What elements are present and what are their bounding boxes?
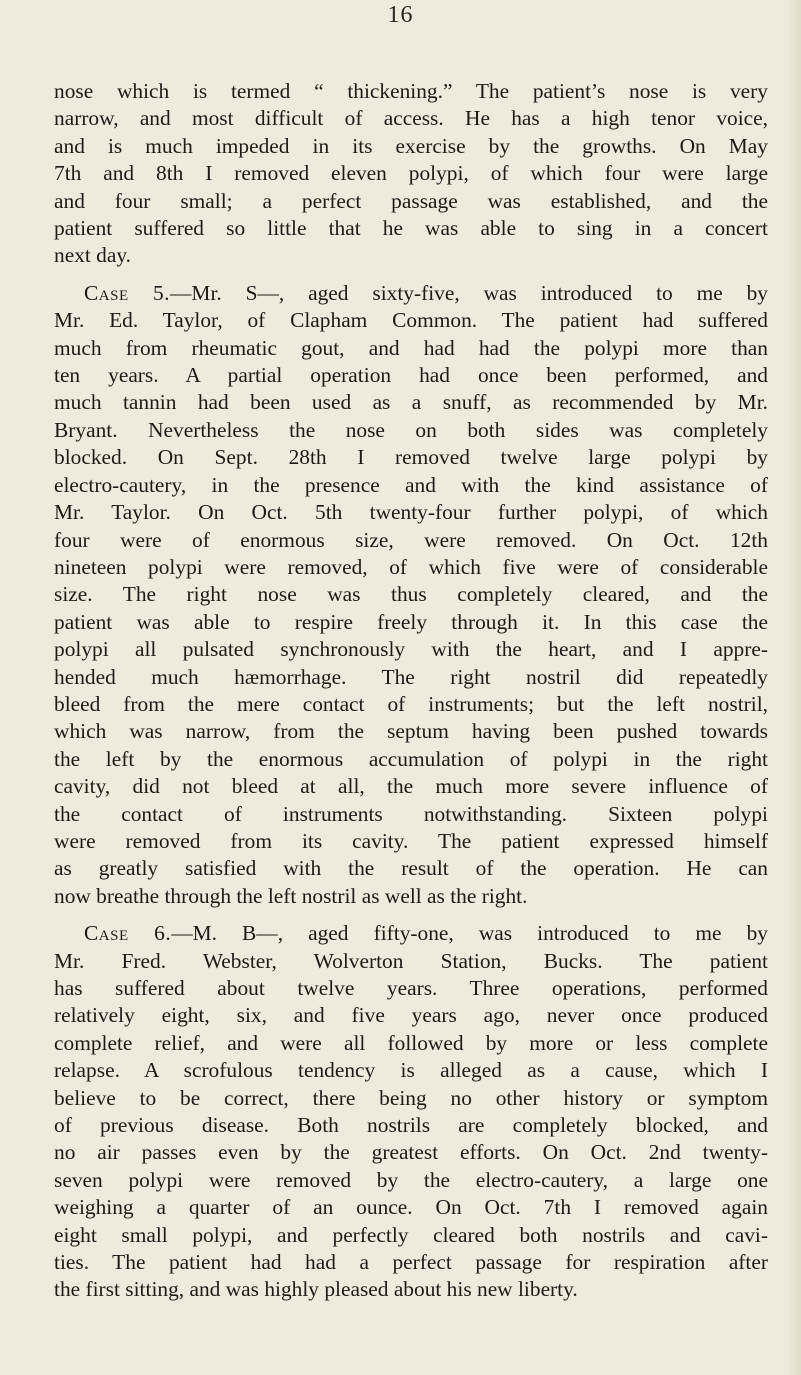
body-text [54, 78, 768, 1304]
text-line: size. The right nose was thus completely cleared, and the [54, 582, 768, 607]
paragraph-continuation [54, 78, 768, 270]
text-line: patient was able to respire freely through it. In this case the [54, 609, 768, 634]
paragraph-case-5 [54, 280, 768, 910]
text-line: of previous disease. Both nostrils are completely blocked, and [54, 1113, 768, 1138]
text-line: patient suffered so little that he was able to sing in a concert [54, 216, 768, 241]
text-line: much tannin had been used as a snuff, as recommended by Mr. [54, 390, 768, 415]
text-line: relapse. A scrofulous tendency is alleged as a cause, which I [54, 1058, 768, 1083]
text-line: cavity, did not bleed at all, the much more severe influence of [54, 774, 768, 799]
text-line: Mr. Ed. Taylor, of Clapham Common. The patient had suffered [54, 308, 768, 333]
text-line: four were of enormous size, were removed. On Oct. 12th [54, 527, 768, 552]
text-line: were removed from its cavity. The patient expressed himself [54, 828, 768, 853]
text-line: no air passes even by the greatest efforts. On Oct. 2nd twenty- [54, 1140, 768, 1165]
text-line: much from rheumatic gout, and had had the polypi more than [54, 335, 768, 360]
text-line: electro-cautery, in the presence and with the kind assistance of [54, 472, 768, 497]
text-line: ten years. A partial operation had once been performed, and [54, 363, 768, 388]
text-line [54, 280, 768, 307]
text-line: next day. [54, 243, 132, 268]
text-line: weighing a quarter of an ounce. On Oct. 7th I removed again [54, 1195, 768, 1220]
text-line: complete relief, and were all followed by more or less complete [54, 1030, 768, 1055]
text-line: relatively eight, six, and five years ago, never once produced [54, 1003, 768, 1028]
page-number: 16 [387, 2, 414, 28]
text-line: blocked. On Sept. 28th I removed twelve large polypi by [54, 445, 768, 470]
text-line: bleed from the mere contact of instruments; but the left nostril, [54, 691, 768, 716]
text-run: —M. B—, aged fifty-one, was introduced to me by [171, 921, 768, 946]
case-heading: Case 6. [84, 921, 172, 946]
text-line: Mr. Taylor. On Oct. 5th twenty-four further polypi, of which [54, 500, 768, 525]
text-run: —Mr. S—, aged sixty-five, was introduced to me by [170, 280, 768, 305]
text-line: 7th and 8th I removed eleven polypi, of which four were large [54, 161, 768, 186]
text-line: believe to be correct, there being no other history or symptom [54, 1085, 768, 1110]
case-heading: Case 5. [84, 280, 171, 305]
text-line: as greatly satisfied with the result of the operation. He can [54, 856, 768, 881]
text-line: nose which is termed “ thickening.” The patient’s nose is very [54, 79, 768, 103]
text-line: ties. The patient had had a perfect passage for respiration after [54, 1250, 768, 1275]
text-line: now breathe through the left nostril as well as the right. [54, 883, 528, 908]
text-line: the left by the enormous accumulation of polypi in the right [54, 746, 768, 771]
text-line: and is much impeded in its exercise by the growths. On May [54, 133, 768, 158]
text-line: the first sitting, and was highly pleased about his new liberty. [54, 1277, 578, 1302]
text-line: hended much hæmorrhage. The right nostril did repeatedly [54, 664, 768, 689]
text-line: and four small; a perfect passage was established, and the [54, 188, 768, 213]
paragraph-case-6 [54, 920, 768, 1304]
text-line: seven polypi were removed by the electro-cautery, a large one [54, 1167, 768, 1192]
text-line: nineteen polypi were removed, of which five were of considerable [54, 554, 768, 579]
page-edge-shadow [787, 0, 801, 1375]
text-line: has suffered about twelve years. Three operations, performed [54, 976, 768, 1000]
text-line: Mr. Fred. Webster, Wolverton Station, Bucks. The patient [54, 948, 768, 973]
text-line: eight small polypi, and perfectly cleared both nostrils and cavi- [54, 1222, 768, 1247]
text-line: Bryant. Nevertheless the nose on both sides was completely [54, 417, 768, 442]
text-line: narrow, and most difficult of access. He has a high tenor voice, [54, 106, 768, 131]
text-line: polypi all pulsated synchronously with the heart, and I appre- [54, 637, 768, 662]
text-line: the contact of instruments notwithstanding. Sixteen polypi [54, 801, 768, 826]
text-line: which was narrow, from the septum having been pushed towards [54, 719, 768, 744]
text-line [54, 920, 768, 947]
